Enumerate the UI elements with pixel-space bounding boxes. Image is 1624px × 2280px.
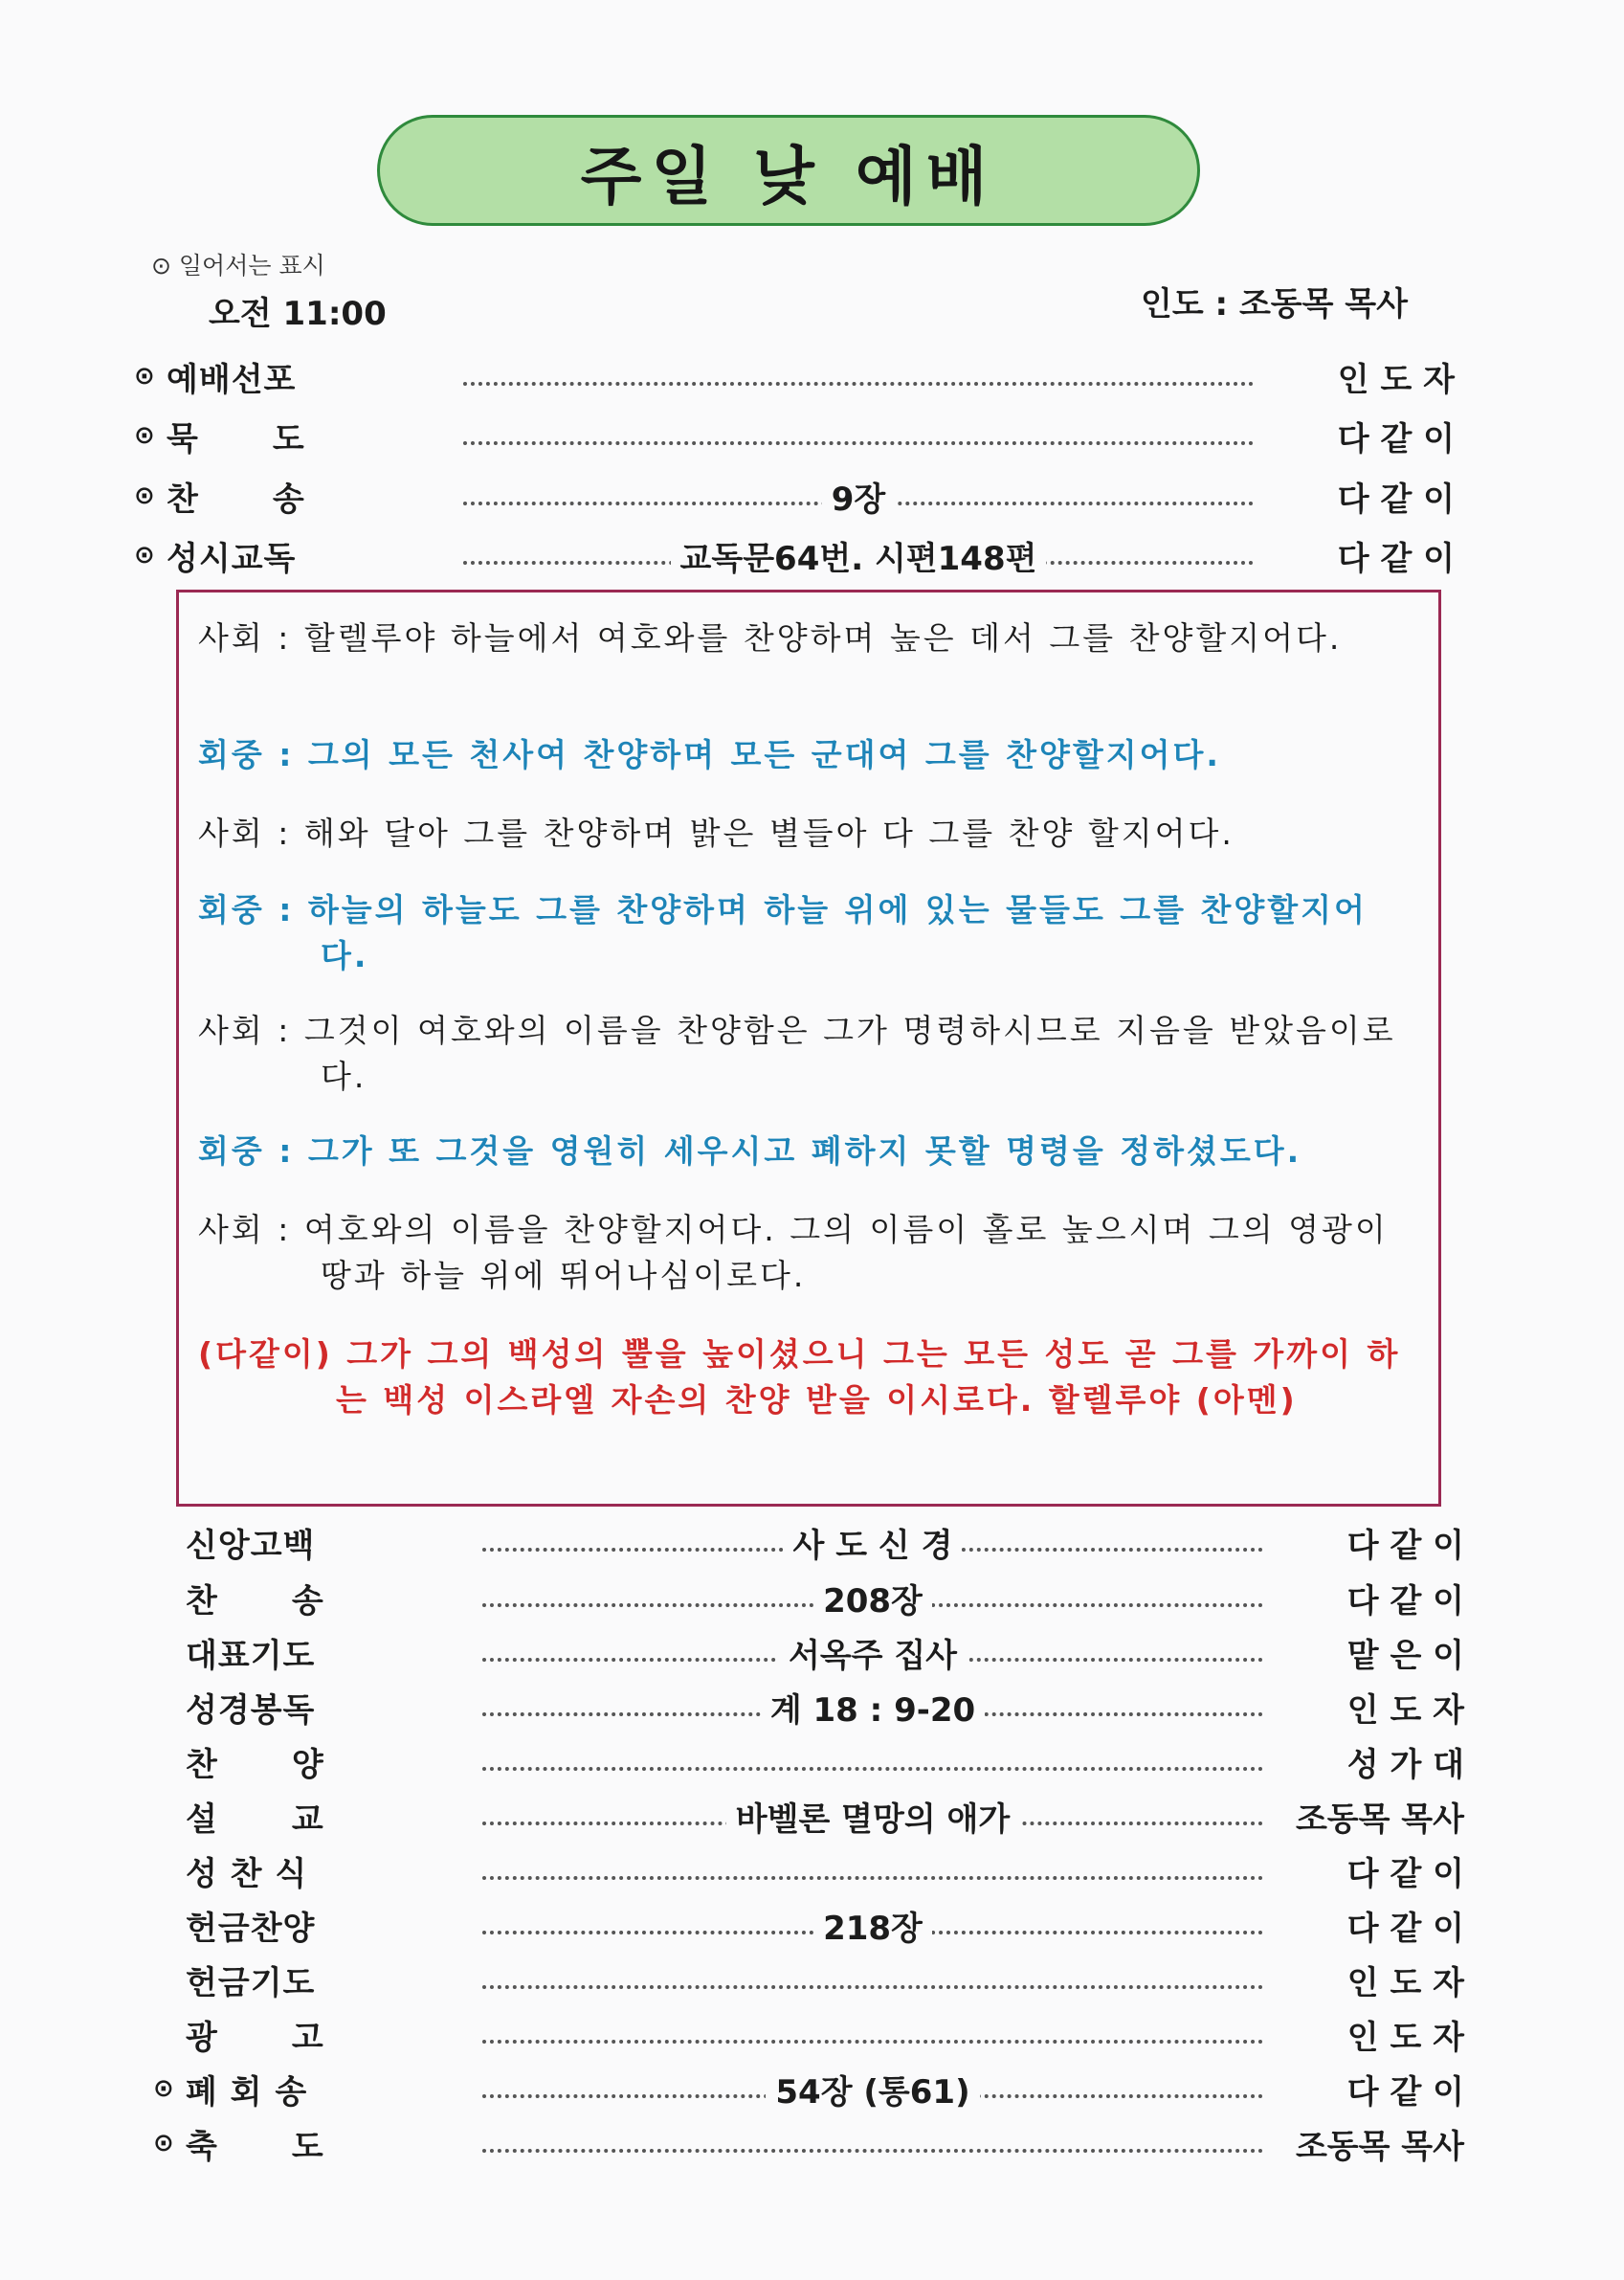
order-item-communion xyxy=(153,1846,1464,1894)
item-name: 헌금기도 xyxy=(186,1963,316,2002)
item-who: 맡 은 이 xyxy=(1346,1636,1464,1675)
dot-leader xyxy=(454,412,1263,459)
item-content: 218장 xyxy=(813,1902,932,1949)
item-content: 54장 (통61) xyxy=(766,2066,979,2112)
service-time: 오전 11:00 xyxy=(209,295,387,333)
title-banner xyxy=(377,115,1200,226)
dot-leader xyxy=(473,1846,1273,1894)
order-item-anthem xyxy=(153,1737,1464,1785)
order-item-responsive-reading xyxy=(134,531,1455,579)
dot-leader xyxy=(454,531,1263,579)
item-name: 광 고 xyxy=(186,2018,324,2057)
litany-line-unison: (다같이) 그가 그의 백성의 뿔을 높이셨으니 그는 모든 성도 곧 그를 가까이 하는 백성 이스라엘 자손의 찬양 받을 이시로다. 할렐루야 (아멘) xyxy=(198,1335,1401,1419)
standing-mark-icon: ⊙ xyxy=(134,541,155,570)
item-content: 208장 xyxy=(813,1575,932,1621)
item-name: 성 찬 식 xyxy=(186,1854,308,1893)
litany-line-congregation: 회중 : 하늘의 하늘도 그를 찬양하며 하늘 위에 있는 물들도 그를 찬양할지어다. xyxy=(198,891,1368,974)
item-who: 성 가 대 xyxy=(1346,1745,1464,1784)
order-item-hymn xyxy=(134,472,1455,520)
item-name: 찬 양 xyxy=(186,1745,324,1784)
item-who: 인 도 자 xyxy=(1346,1690,1464,1730)
page-title: 주일 낮 예배 xyxy=(580,139,997,213)
item-who: 다 같 이 xyxy=(1337,419,1455,458)
item-who: 다 같 이 xyxy=(1346,1581,1464,1621)
order-item-creed xyxy=(153,1518,1464,1566)
litany-line-congregation: 회중 : 그의 모든 천사여 찬양하며 모든 군대여 그를 찬양할지어다. xyxy=(198,736,1221,773)
dot-leader xyxy=(454,472,1263,520)
item-content: 사 도 신 경 xyxy=(784,1519,963,1566)
item-who: 다 같 이 xyxy=(1337,480,1455,519)
item-who: 다 같 이 xyxy=(1346,1909,1464,1948)
item-content: 계 18 : 9-20 xyxy=(761,1684,985,1731)
item-name: 축 도 xyxy=(186,2127,324,2166)
item-content: 교독문64번. 시편148편 xyxy=(671,532,1047,579)
litany-line-leader: 사회 : 할렐루야 하늘에서 여호와를 찬양하며 높은 데서 그를 찬양할지어다. xyxy=(198,619,1343,657)
litany-line-leader: 사회 : 그것이 여호와의 이름을 찬양함은 그가 명령하시므로 지음을 받았음이로다. xyxy=(198,1012,1396,1095)
dot-leader xyxy=(473,2010,1273,2058)
item-name: 성경봉독 xyxy=(186,1690,316,1730)
item-who: 다 같 이 xyxy=(1346,1854,1464,1893)
litany-line-leader: 사회 : 여호와의 이름을 찬양할지어다. 그의 이름이 홀로 높으시며 그의 영광이 땅과 하늘 위에 뛰어나심이로다. xyxy=(198,1211,1389,1294)
order-item-sermon xyxy=(153,1792,1464,1840)
item-name: 설 교 xyxy=(186,1799,324,1839)
standing-mark-icon: ⊙ xyxy=(153,2074,174,2103)
order-item-offering-prayer xyxy=(153,1956,1464,2003)
litany-line-congregation: 회중 : 그가 또 그것을 영원히 세우시고 폐하지 못할 명령을 정하셨도다. xyxy=(198,1132,1302,1170)
item-who: 다 같 이 xyxy=(1337,539,1455,578)
item-name: 대표기도 xyxy=(186,1636,316,1675)
standing-mark-icon: ⊙ xyxy=(134,362,155,391)
dot-leader xyxy=(473,1737,1273,1785)
dot-leader xyxy=(473,1628,1273,1676)
order-item-offering-hymn xyxy=(153,1901,1464,1949)
standing-mark-icon: ⊙ xyxy=(134,421,155,450)
item-content: 9장 xyxy=(822,473,896,520)
item-who: 조동목 목사 xyxy=(1295,2127,1464,2166)
item-name: 찬 송 xyxy=(186,1581,324,1621)
item-who: 인 도 자 xyxy=(1337,360,1455,399)
dot-leader xyxy=(473,1574,1273,1621)
dot-leader xyxy=(473,1956,1273,2003)
item-who: 조동목 목사 xyxy=(1295,1799,1464,1839)
standing-note: ⊙ 일어서는 표시 xyxy=(151,252,325,279)
item-who: 다 같 이 xyxy=(1346,1526,1464,1565)
standing-mark-icon: ⊙ xyxy=(153,2129,174,2157)
dot-leader xyxy=(473,1518,1273,1566)
dot-leader xyxy=(473,1792,1273,1840)
item-name: 묵 도 xyxy=(167,419,305,458)
dot-leader xyxy=(473,2065,1273,2112)
responsive-reading-box xyxy=(176,590,1441,1507)
item-name: 성시교독 xyxy=(167,539,297,578)
item-content: 서옥주 집사 xyxy=(779,1629,967,1676)
order-item-hymn-2 xyxy=(153,1574,1464,1621)
order-item-scripture xyxy=(153,1683,1464,1731)
item-name: 찬 송 xyxy=(167,480,305,519)
dot-leader xyxy=(454,352,1263,400)
item-who: 다 같 이 xyxy=(1346,2072,1464,2112)
order-item-prayer xyxy=(153,1628,1464,1676)
standing-mark-icon: ⊙ xyxy=(134,481,155,510)
item-who: 인 도 자 xyxy=(1346,1963,1464,2002)
order-item-call-to-worship xyxy=(134,352,1455,400)
item-name: 예배선포 xyxy=(167,360,297,399)
order-item-announcements xyxy=(153,2010,1464,2058)
dot-leader xyxy=(473,2119,1273,2167)
litany-line-leader: 사회 : 해와 달아 그를 찬양하며 밝은 별들아 다 그를 찬양 할지어다. xyxy=(198,815,1235,852)
order-item-silent-prayer xyxy=(134,412,1455,459)
item-name: 헌금찬양 xyxy=(186,1909,316,1948)
item-name: 신앙고백 xyxy=(186,1526,316,1565)
order-item-benediction xyxy=(153,2119,1464,2167)
item-content: 바벨론 멸망의 애가 xyxy=(726,1793,1019,1840)
dot-leader xyxy=(473,1683,1273,1731)
order-item-closing-hymn xyxy=(153,2065,1464,2112)
service-leader: 인도 : 조동목 목사 xyxy=(1140,285,1408,324)
dot-leader xyxy=(473,1901,1273,1949)
item-name: 폐 회 송 xyxy=(186,2072,308,2112)
item-who: 인 도 자 xyxy=(1346,2018,1464,2057)
